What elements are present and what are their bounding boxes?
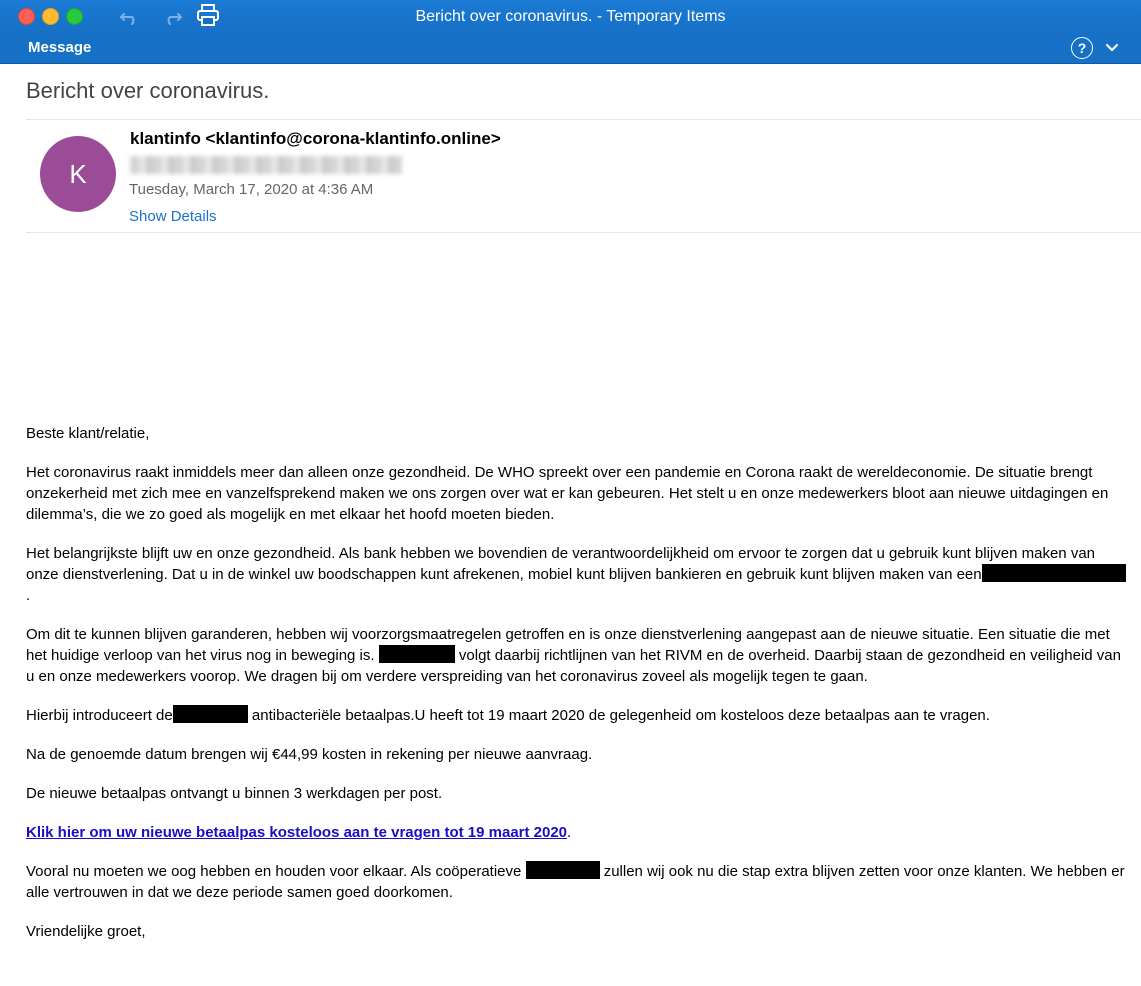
greeting: Beste klant/relatie, — [26, 425, 150, 442]
phishing-link[interactable]: Klik hier om uw nieuwe betaalpas kosteloos aan te vragen tot 19 maart 2020 — [26, 824, 568, 841]
email-body — [26, 423, 1126, 960]
header-divider — [26, 119, 1141, 120]
paragraph-4-text: Hierbij introduceert de — [26, 707, 173, 724]
paragraph-3 — [26, 624, 1126, 687]
title-bar — [0, 0, 1141, 35]
paragraph-3-text: Om dit te kunnen blijven garanderen, hebben wij voorzorgsmaatregelen getroffen en is onze dienstverlening aangepast aan de nieuwe situatie. Een situatie die met het huidige verloop van het virus nog in beweging is. — [26, 626, 1110, 664]
email-date: Tuesday, March 17, 2020 at 4:36 AM — [129, 181, 374, 198]
show-details-link[interactable]: Show Details — [129, 208, 217, 225]
recipient-blurred — [130, 156, 402, 174]
window-title: Bericht over coronavirus. - Temporary Items — [415, 8, 726, 25]
redaction-block — [173, 705, 248, 723]
paragraph-7-text: Vooral nu moeten we oog hebben en houden voor elkaar. Als coöperatieve — [26, 863, 522, 880]
paragraph-6: De nieuwe betaalpas ontvangt u binnen 3 werkdagen per post. — [26, 785, 443, 802]
redaction-block — [379, 645, 455, 663]
link-paragraph — [26, 822, 1126, 843]
paragraph-1: Het coronavirus raakt inmiddels meer dan alleen onze gezondheid. De WHO spreekt over een pandemie en Corona raakt de wereldeconomie. De situatie brengt onzekerheid met zich mee en vanzelfsprekend maken we ons zorgen over wat er kan gebeuren. Het stelt u en onze medewerkers bloot aan nieuwe uitdagingen en dilemma’s, die we zo goed als mogelijk en met elkaar het hoofd moeten bieden. — [26, 464, 1109, 523]
paragraph-5: Na de genoemde datum brengen wij €44,99 kosten in rekening per nieuwe aanvraag. — [26, 746, 593, 763]
help-button[interactable]: ? — [1071, 37, 1093, 59]
paragraph-2-text: Het belangrijkste blijft uw en onze gezondheid. Als bank hebben we bovendien de verantwoordelijkheid om ervoor te zorgen dat u gebruik kunt blijven maken van onze dienstverlening. Dat u in de winkel uw boodschappen kunt afrekenen, mobiel kunt blijven bankieren en gebruik kunt blijven maken van een — [26, 545, 1095, 583]
closing: Vriendelijke groet, — [26, 923, 146, 940]
paragraph-2-end: . — [26, 587, 31, 604]
avatar: K — [40, 136, 116, 212]
email-subject: Bericht over coronavirus. — [26, 78, 270, 103]
paragraph-4 — [26, 705, 1126, 726]
paragraph-3-text-2: volgt daarbij richtlijnen van het RIVM en de overheid. Daarbij staan de gezondheid en veiligheid van u en onze medewerkers voorop. We dragen bij om verdere verspreiding van het coronavirus zoveel als mogelijk tegen te gaan. — [26, 647, 1121, 685]
paragraph-4-text-2: antibacteriële betaalpas.U heeft tot 19 maart 2020 de gelegenheid om kosteloos deze betaalpas aan te vragen. — [251, 707, 990, 724]
redaction-block — [526, 861, 600, 879]
link-period: . — [567, 824, 572, 841]
paragraph-7-text-2: zullen wij ook nu die stap extra blijven zetten voor onze klanten. We hebben er alle vertrouwen in dat we deze periode samen goed doorkomen. — [26, 863, 1125, 901]
tab-message[interactable]: Message — [28, 39, 92, 56]
chevron-down-icon[interactable] — [1104, 40, 1120, 56]
redaction-block — [982, 564, 1126, 582]
paragraph-7 — [26, 861, 1126, 903]
header-bottom-divider — [26, 232, 1141, 233]
sender-name[interactable]: klantinfo <klantinfo@corona-klantinfo.online> — [130, 129, 501, 148]
paragraph-2 — [26, 543, 1126, 606]
ribbon-bar — [0, 35, 1141, 64]
